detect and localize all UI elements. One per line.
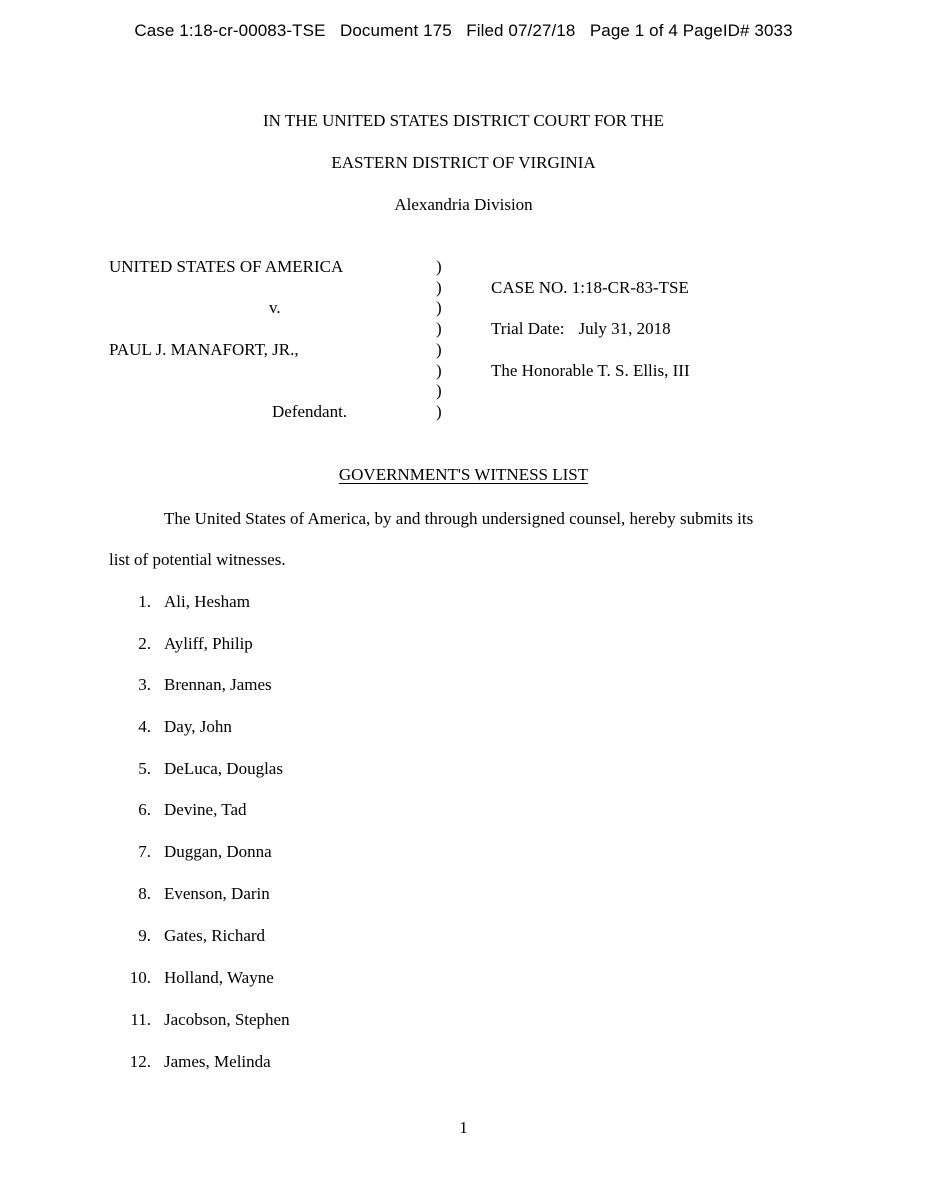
witness-name: Devine, Tad	[164, 800, 247, 819]
witness-name: DeLuca, Douglas	[164, 759, 283, 778]
caption-versus: v.	[269, 298, 281, 317]
trial-date-label: Trial Date:	[491, 319, 565, 338]
document-title	[0, 465, 927, 485]
witness-name: Brennan, James	[164, 675, 272, 694]
witness-name: Holland, Wayne	[164, 968, 274, 987]
witness-number: 1.	[138, 592, 151, 611]
witness-number: 12.	[129, 1052, 151, 1071]
witness-name: James, Melinda	[164, 1052, 271, 1071]
presiding-judge: The Honorable T. S. Ellis, III	[491, 361, 690, 380]
caption-paren: )	[436, 361, 442, 380]
caption-paren: )	[436, 278, 442, 297]
caption-paren: )	[436, 257, 442, 276]
court-heading-line2: EASTERN DISTRICT OF VIRGINIA	[331, 153, 596, 172]
case-number: CASE NO. 1:18-CR-83-TSE	[491, 278, 689, 297]
caption-defendant-name: PAUL J. MANAFORT, JR.,	[109, 340, 299, 359]
witness-number: 8.	[138, 884, 151, 903]
witness-number: 7.	[138, 842, 151, 861]
witness-number: 11.	[130, 1010, 151, 1029]
witness-number: 2.	[138, 634, 151, 653]
witness-name: Gates, Richard	[164, 926, 266, 945]
caption-paren: )	[436, 319, 442, 338]
witness-name: Ayliff, Philip	[164, 634, 253, 653]
intro-line2: list of potential witnesses.	[109, 550, 286, 569]
witness-name: Jacobson, Stephen	[164, 1010, 290, 1029]
caption-paren: )	[436, 402, 442, 421]
caption-paren: )	[436, 381, 442, 400]
witness-number: 9.	[138, 926, 151, 945]
witness-name: Evenson, Darin	[164, 884, 270, 903]
witness-name: Day, John	[164, 717, 232, 736]
caption-paren: )	[436, 298, 442, 317]
trial-date-value: July 31, 2018	[578, 319, 671, 338]
witness-number: 6.	[138, 800, 151, 819]
caption-plaintiff: UNITED STATES OF AMERICA	[109, 257, 344, 276]
witness-number: 3.	[138, 675, 151, 694]
witness-number: 4.	[138, 717, 151, 736]
witness-name: Ali, Hesham	[164, 592, 250, 611]
trial-date-row	[491, 319, 671, 339]
filing-header: Case 1:18-cr-00083-TSE Document 175 Filed 07/27/18 Page 1 of 4 PageID# 3033	[134, 21, 793, 40]
court-division: Alexandria Division	[394, 195, 533, 214]
caption-paren: )	[436, 340, 442, 359]
witness-number: 5.	[138, 759, 151, 778]
caption-defendant-label: Defendant.	[272, 402, 348, 421]
document-title-text: GOVERNMENT'S WITNESS LIST	[338, 465, 589, 484]
page-number: 1	[459, 1118, 468, 1137]
witness-name: Duggan, Donna	[164, 842, 272, 861]
witness-number: 10.	[129, 968, 151, 987]
court-heading-line1: IN THE UNITED STATES DISTRICT COURT FOR THE	[262, 111, 665, 130]
intro-line1: The United States of America, by and through undersigned counsel, hereby submits its	[164, 509, 754, 528]
